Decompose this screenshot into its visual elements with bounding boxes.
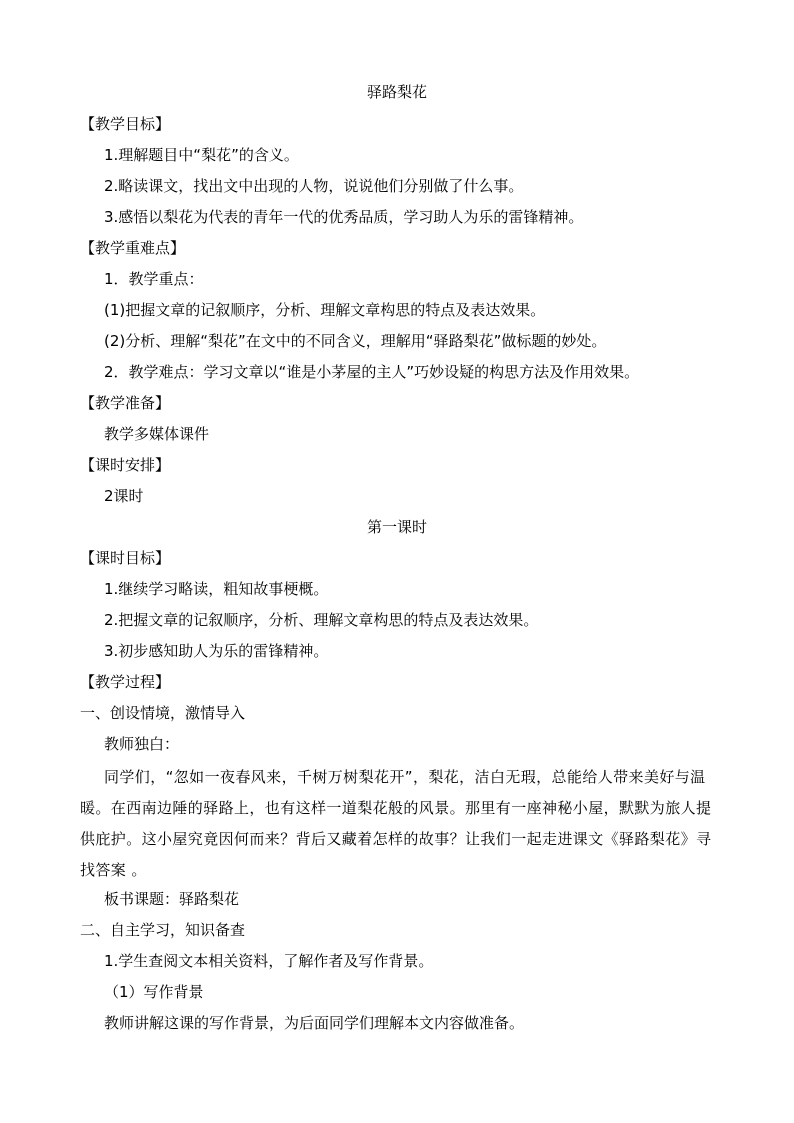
lesson-goal-1: 1.继续学习略读，粗知故事梗概。 <box>104 580 329 598</box>
key-points-label: 1．教学重点： <box>104 270 204 288</box>
document-title: 驿路梨花 <box>366 83 427 101</box>
objective-item-1: 1.理解题目中“梨花”的含义。 <box>104 146 299 164</box>
key-point-2: (2)分析、理解“梨花”在文中的不同含义，理解用“驿路梨花”做标题的妙处。 <box>104 332 607 350</box>
monologue-paragraph: 同学们，“忽如一夜春风来，千树万树梨花开”，梨花，洁白无瑕，总能给人带来美好与温暖。在西南边陲的驿路上，也有这样一道梨花般的风景。那里有一座神秘小屋，默默为旅人提供庇护。这小屋究竟因何而来？背后又藏着怎样的故事？让我们一起走进课文《驿路梨花》寻找答案 。 <box>80 768 712 879</box>
process-heading: 【教学过程】 <box>80 673 171 691</box>
prep-text: 教学多媒体课件 <box>104 425 210 443</box>
schedule-heading: 【课时安排】 <box>80 456 171 474</box>
board-title: 板书课题：驿路梨花 <box>104 890 240 908</box>
objective-item-2: 2.略读课文，找出文中出现的人物，说说他们分别做了什么事。 <box>104 177 524 195</box>
part2-heading: 二、自主学习，知识备查 <box>80 921 246 939</box>
step1-sub-heading: （1）写作背景 <box>104 983 204 1001</box>
lesson-goals-heading: 【课时目标】 <box>80 549 171 567</box>
key-point-1: (1)把握文章的记叙顺序，分析、理解文章构思的特点及表达效果。 <box>104 301 546 319</box>
part1-heading: 一、创设情境，激情导入 <box>80 704 246 722</box>
objectives-heading: 【教学目标】 <box>80 115 171 133</box>
lesson-goal-2: 2.把握文章的记叙顺序，分析、理解文章构思的特点及表达效果。 <box>104 611 539 629</box>
lesson1-title: 第一课时 <box>366 518 427 536</box>
schedule-text: 2课时 <box>104 487 144 505</box>
key-difficult-heading: 【教学重难点】 <box>80 239 186 257</box>
step1-sub-text: 教师讲解这课的写作背景，为后面同学们理解本文内容做准备。 <box>104 1014 525 1032</box>
step1-text: 1.学生查阅文本相关资料，了解作者及写作背景。 <box>104 952 434 970</box>
objective-item-3: 3.感悟以梨花为代表的青年一代的优秀品质，学习助人为乐的雷锋精神。 <box>104 208 584 226</box>
teacher-monologue-label: 教师独白： <box>104 735 180 753</box>
lesson-goal-3: 3.初步感知助人为乐的雷锋精神。 <box>104 642 329 660</box>
difficult-point: 2．教学难点：学习文章以“谁是小茅屋的主人”巧妙设疑的构思方法及作用效果。 <box>104 363 640 381</box>
prep-heading: 【教学准备】 <box>80 394 171 412</box>
